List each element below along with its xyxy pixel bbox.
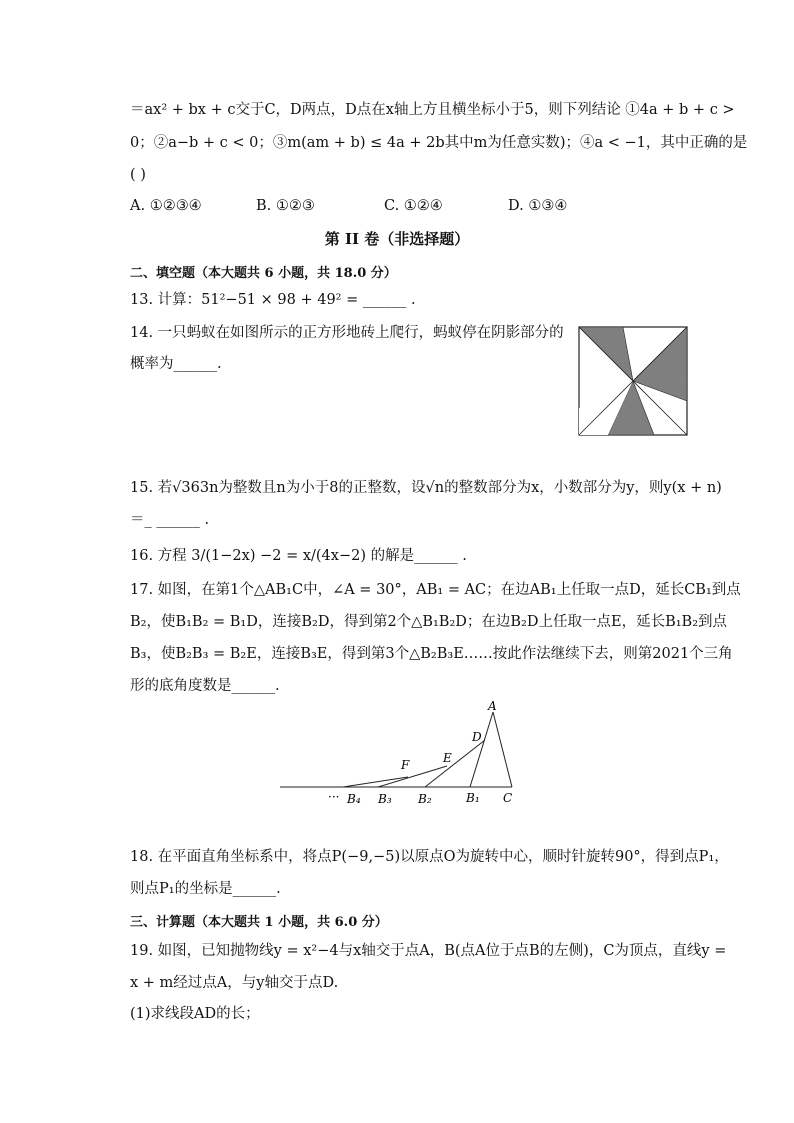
label-b3: B₃ [378, 792, 392, 806]
q12-option-a: A. ①②③④ [130, 198, 202, 214]
label-f: F [401, 758, 410, 772]
q17-line4: 形的底角度数是______. [130, 678, 280, 694]
q18-line2: 则点P₁的坐标是______. [130, 881, 281, 897]
q12-line3: ( ) [130, 167, 146, 183]
label-b1: B₁ [466, 791, 480, 805]
q16: 16. 方程 3/(1−2x) −2 = x/(4x−2) 的解是______ . [130, 548, 467, 564]
q19-line1: 19. 如图，已知抛物线y = x²−4与x轴交于点A，B(点A位于点B的左侧)，C为顶点，直线y = [130, 943, 727, 959]
q14-line1: 14. 一只蚂蚁在如图所示的正方形地砖上爬行，蚂蚁停在阴影部分的 [130, 325, 564, 341]
q14-line2: 概率为______. [130, 356, 222, 372]
q17-triangle-figure [280, 698, 520, 810]
q12-line2: 0；②a−b + c < 0；③m(am + b) ≤ 4a + 2b其中m为任意实数)；④a < −1，其中正确的是 [130, 135, 748, 151]
label-dots: ··· [328, 790, 340, 804]
label-b4: B₄ [347, 792, 361, 806]
q12-line1: ＝ax² + bx + c交于C，D两点，D点在x轴上方且横坐标小于5，则下列结论 ①4a + b + c > [130, 102, 735, 118]
q12-option-d: D. ①③④ [508, 198, 568, 214]
q12-option-b: B. ①②③ [256, 198, 315, 214]
q17-line2: B₂，使B₁B₂ = B₁D，连接B₂D，得到第2个△B₁B₂D；在边B₂D上任取一点E，延长B₁B₂到点 [130, 614, 728, 630]
q18-line1: 18. 在平面直角坐标系中，将点P(−9,−5)以原点O为旋转中心，顺时针旋转90°，得到点P₁， [130, 849, 729, 865]
label-c: C [503, 791, 513, 805]
q15-line2: ＝_ ______ . [130, 512, 210, 528]
label-d: D [472, 730, 482, 744]
q15-line1: 15. 若√363n为整数且n为小于8的正整数，设√n的整数部分为x，小数部分为y，则y(x + n) [130, 480, 722, 496]
q19-line2: x + m经过点A，与y轴交于点D. [130, 975, 339, 991]
label-a: A [488, 699, 497, 713]
q19-line3: (1)求线段AD的长； [130, 1006, 260, 1022]
section3-header: 三、计算题（本大题共 1 小题，共 6.0 分） [130, 915, 388, 930]
q12-option-c: C. ①②④ [384, 198, 443, 214]
q17-line3: B₃，使B₂B₃ = B₂E，连接B₃E，得到第3个△B₂B₃E……按此作法继续下去，则第2021个三角 [130, 646, 733, 662]
q13: 13. 计算：51²−51 × 98 + 49² = ______ . [130, 292, 416, 308]
label-e: E [443, 751, 452, 765]
section2-header: 二、填空题（本大题共 6 小题，共 18.0 分） [130, 266, 397, 281]
q17-line1: 17. 如图，在第1个△AB₁C中，∠A = 30°，AB₁ = AC；在边AB₁上任取一点D，延长CB₁到点 [130, 582, 741, 598]
label-b2: B₂ [418, 792, 432, 806]
part2-title: 第 II 卷（非选择题） [324, 230, 470, 248]
q14-tile-figure [578, 326, 690, 438]
